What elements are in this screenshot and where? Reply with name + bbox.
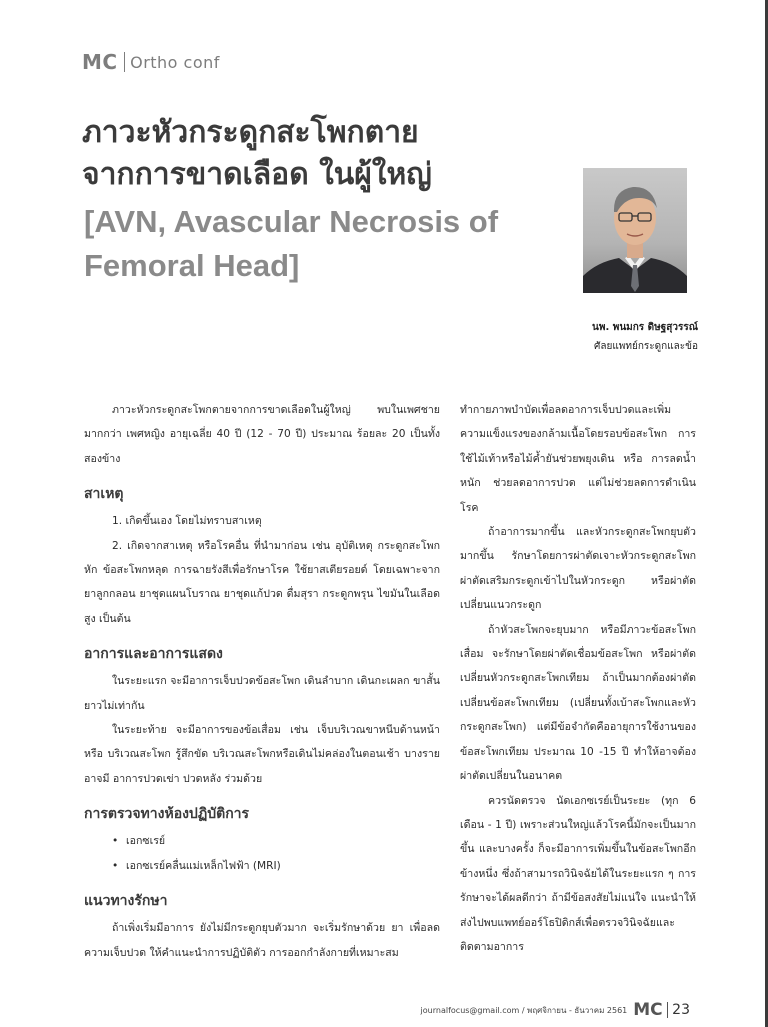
followup-paragraph: ควรนัดตรวจ นัดเอกซเรย์เป็นระยะ (ทุก 6 เดือน - 1 ปี) เพราะส่วนใหญ่แล้วโรคนี้มักจะเป็นมากขึ้น และบางครั้ง ก็จะมีอาการเพิ่มขึ้นในข้อสะโพกอีกข้างหนึ่ง ซึ่งถ้าสามารถวินิจฉัยได้ในระยะแรก ๆ การรักษาจะได้ผลดีกว่า ถ้ามีข้อสงสัยไม่แน่ใจ แนะนำให้ส่งไปพบแพทย์ออร์โธปิดิกส์เพื่อตรวจวินิจฉัยและติดตามอาการ (460, 794, 696, 953)
author-portrait-illustration (583, 168, 687, 293)
footer-brand: MC (633, 1000, 663, 1020)
intro-paragraph: ภาวะหัวกระดูกสะโพกตายจากการขาดเลือดในผู้ใหญ่ พบในเพศชายมากกว่า เพศหญิง อายุเฉลี่ย 40 ปี (12 - 70 ปี) ประมาณ ร้อยละ 20 เป็นทั้งสองข้าง (84, 404, 440, 465)
title-thai-line-2: จากการขาดเลือด ในผู้ใหญ่ (82, 157, 432, 192)
footer-divider (667, 1002, 669, 1018)
cause-item-1: 1. เกิดขึ้นเอง โดยไม่ทราบสาเหตุ (112, 515, 262, 528)
cause-heading: สาเหตุ (84, 486, 124, 503)
title-english-line-2: Femoral Head] (84, 248, 300, 283)
treatment-heading: แนวทางรักษา (84, 893, 168, 910)
header-divider (124, 52, 126, 72)
page-footer (421, 1000, 690, 1020)
treatment-paragraph-4: ถ้าหัวสะโพกจะยุบมาก หรือมีภาวะข้อสะโพกเสื่อม จะรักษาโดยผ่าตัดเชื่อมข้อสะโพก หรือผ่าตัดเปลี่ยนหัวกระดูกสะโพกเทียม ถ้าเป็นมากต้องผ่าตัดเปลี่ยนข้อสะโพกเทียม (เปลี่ยนทั้งเบ้าสะโพกและหัวกระดูกสะโพก) แต่มีข้อจำกัดคืออายุการใช้งานของข้อสะโพกเทียม ประมาณ 10 -15 ปี ทำให้อาจต้องผ่าตัดเปลี่ยนในอนาคต (460, 623, 696, 783)
symptom-paragraph-2: ในระยะท้าย จะมีอาการของข้อเสื่อม เช่น เจ็บบริเวณขาหนีบด้านหน้าหรือ บริเวณสะโพก รู้สึกขัด บริเวณสะโพกหรือเดินไม่คล่องในตอนเช้า บางรายอาจมี อาการปวดเข่า ปวดหลัง ร่วมด้วย (84, 724, 440, 785)
article-column-left (84, 398, 440, 965)
author-name: นพ. พนมกร ดิษฐสุวรรณ์ (592, 322, 698, 333)
author-byline (592, 318, 698, 356)
section-header (82, 50, 220, 74)
treatment-paragraph-2: ทำกายภาพบำบัดเพื่อลดอาการเจ็บปวดและเพิ่มความแข็งแรงของกล้ามเนื้อโดยรอบข้อสะโพก การใช้ไม้เท้าหรือไม้ค้ำยันช่วยพยุงเดิน หรือ การลดน้ำหนัก ช่วยลดอาการปวด แต่ไม่ช่วยลดการดำเนินโรค (460, 404, 696, 514)
footer-email-date: journalfocus@gmail.com / พฤศจิกายน - ธันวาคม 2561 (420, 1005, 628, 1015)
author-role: ศัลยแพทย์กระดูกและข้อ (594, 341, 698, 352)
article-title-english (84, 200, 574, 288)
page-number: 23 (672, 1002, 690, 1018)
lab-heading: การตรวจทางห้องปฏิบัติการ (84, 806, 250, 823)
section-name: Ortho conf (130, 52, 220, 72)
symptom-paragraph-1: ในระยะแรก จะมีอาการเจ็บปวดข้อสะโพก เดินลำบาก เดินกะเผลก ขาสั้นยาวไม่เท่ากัน (84, 675, 440, 712)
lab-item-xray: • เอกซเรย์ (112, 829, 440, 853)
article-title-thai (82, 112, 522, 196)
article-column-right (460, 398, 696, 959)
author-photo (583, 168, 687, 293)
magazine-brand: MC (82, 50, 118, 74)
symptom-heading: อาการและอาการแสดง (84, 646, 223, 663)
lab-list (84, 829, 440, 878)
cause-item-2: 2. เกิดจากสาเหตุ หรือโรคอื่น ที่นำมาก่อน เช่น อุบัติเหตุ กระดูกสะโพกหัก ข้อสะโพกหลุด การฉายรังสีเพื่อรักษาโรค ใช้ยาสเตียรอยด์ โดยเฉพาะจากยาลูกกลอน ยาชุดแผนโบราณ ยาชุดแก้ปวด ดื่มสุรา กระดูกพรุน ไขมันในเลือดสูง เป็นต้น (84, 539, 440, 625)
treatment-paragraph-3: ถ้าอาการมากขึ้น และหัวกระดูกสะโพกยุบตัวมากขึ้น รักษาโดยการผ่าตัดเจาะหัวกระดูกสะโพก ผ่าตัดเสริมกระดูกเข้าไปในหัวกระดูก หรือผ่าตัดเปลี่ยนแนวกระดูก (460, 526, 696, 612)
title-thai-line-1: ภาวะหัวกระดูกสะโพกตาย (82, 115, 419, 150)
title-english-line-1: [AVN, Avascular Necrosis of (84, 204, 499, 239)
treatment-paragraph-1: ถ้าเพิ่งเริ่มมีอาการ ยังไม่มีกระดูกยุบตัวมาก จะเริ่มรักษาด้วย ยา เพื่อลด ความเจ็บปวด ให้คำแนะนำการปฏิบัติตัว การออกกำลังกายที่เหมาะสม (84, 922, 440, 959)
lab-item-mri: • เอกซเรย์คลื่นแม่เหล็กไฟฟ้า (MRI) (112, 854, 440, 878)
